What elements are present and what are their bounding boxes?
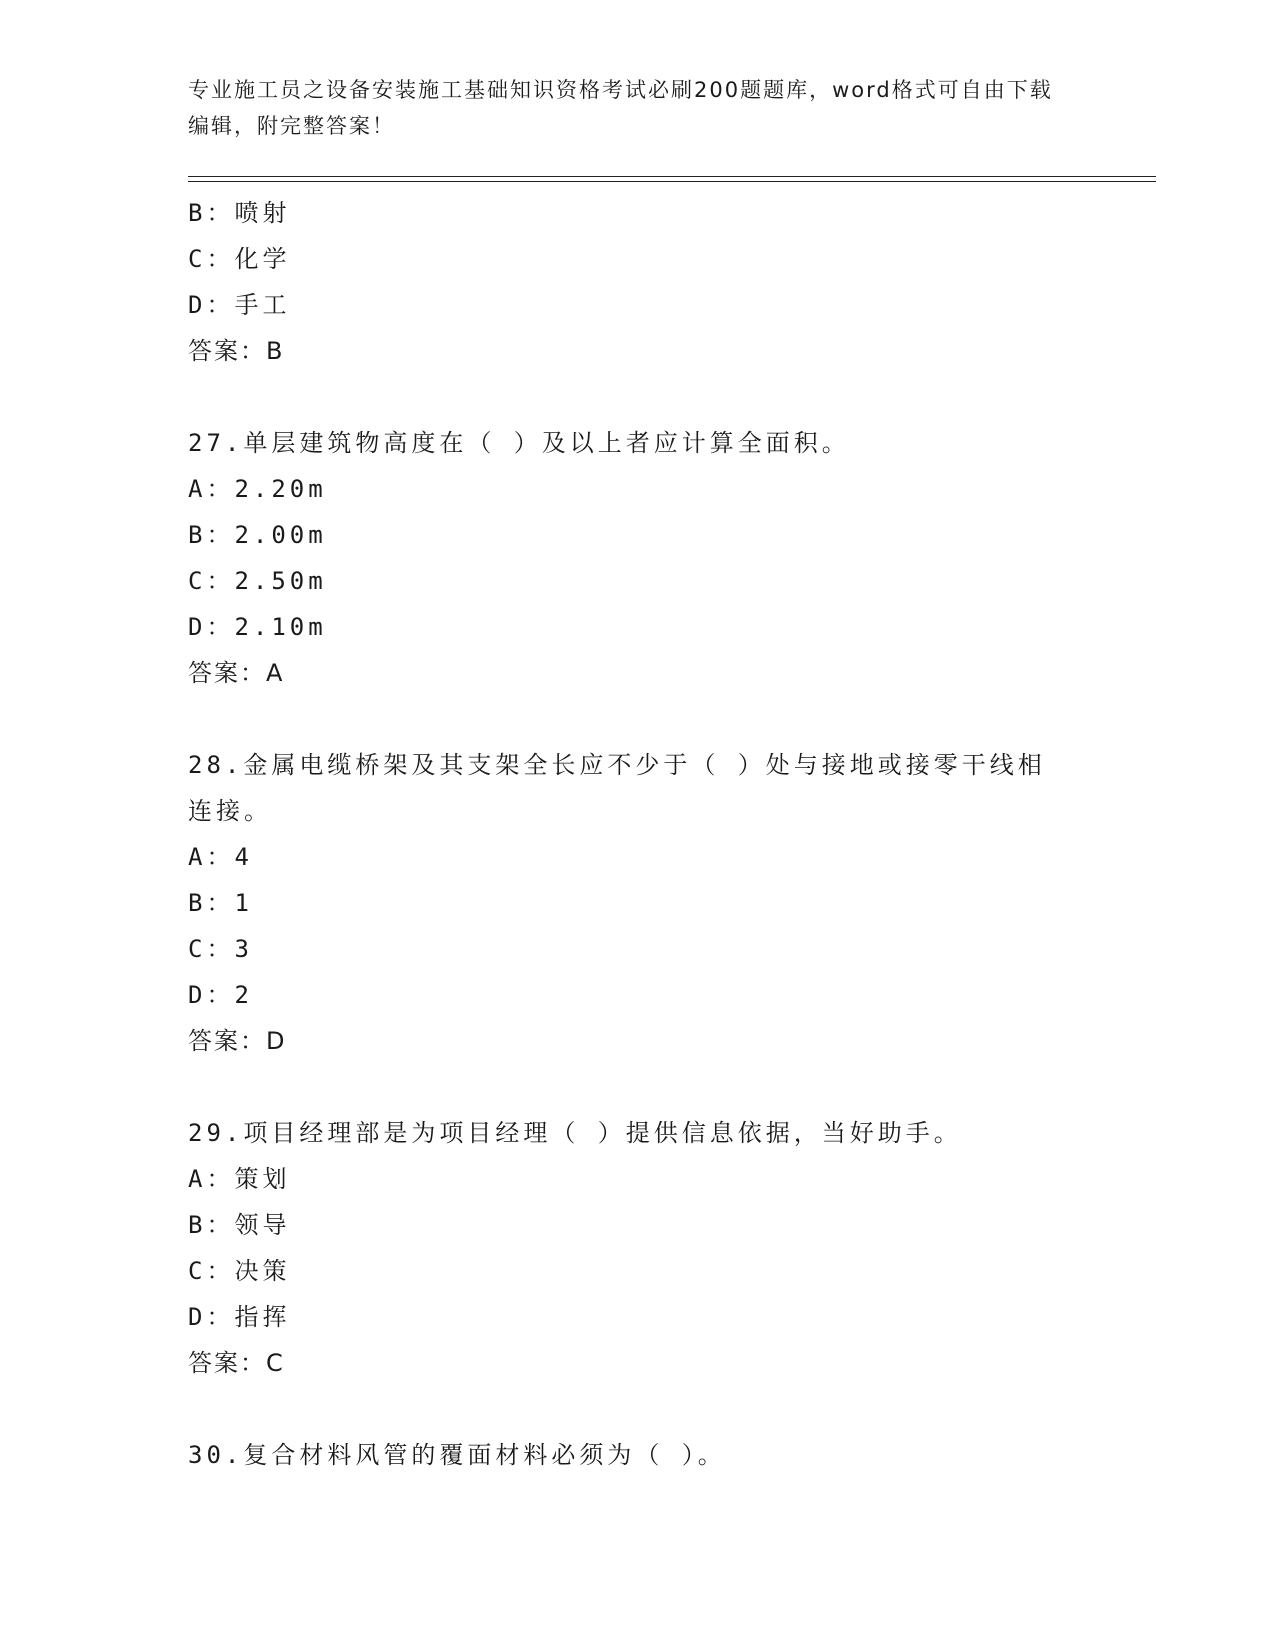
question-28 — [188, 742, 1088, 1064]
question-list — [188, 190, 1088, 1478]
option-row — [188, 1248, 1088, 1294]
option-row — [188, 834, 1088, 880]
spacer — [188, 696, 1088, 742]
option-text: 2.50m — [234, 567, 327, 595]
spacer — [188, 1064, 1088, 1110]
option-row — [188, 1156, 1088, 1202]
option-row — [188, 512, 1088, 558]
option-text: 2 — [234, 981, 253, 1009]
option-row — [188, 236, 1088, 282]
option-label: C： — [188, 245, 235, 273]
option-text: 3 — [234, 935, 253, 963]
option-row — [188, 1294, 1088, 1340]
option-text: 4 — [234, 843, 253, 871]
option-row — [188, 466, 1088, 512]
option-text: 2.10m — [234, 613, 327, 641]
option-text: 手工 — [234, 291, 291, 319]
option-label: B： — [188, 889, 235, 917]
option-text: 2.00m — [234, 521, 327, 549]
option-row — [188, 880, 1088, 926]
option-label: D： — [188, 291, 235, 319]
option-label: B： — [188, 521, 235, 549]
question-27 — [188, 420, 1088, 696]
option-label: C： — [188, 567, 235, 595]
option-label: A： — [188, 475, 235, 503]
option-row — [188, 926, 1088, 972]
option-row — [188, 972, 1088, 1018]
answer-line: 答案：B — [188, 337, 285, 365]
header-divider-top — [188, 176, 1156, 177]
option-text: 指挥 — [234, 1303, 291, 1331]
question-30 — [188, 1432, 1088, 1478]
option-text: 领导 — [234, 1211, 291, 1239]
option-row — [188, 1202, 1088, 1248]
answer-line: 答案：A — [188, 659, 285, 687]
option-row — [188, 282, 1088, 328]
option-label: D： — [188, 613, 235, 641]
option-row — [188, 604, 1088, 650]
option-text: 化学 — [234, 245, 291, 273]
option-label: D： — [188, 981, 235, 1009]
question-stem: 29.项目经理部是为项目经理（ ）提供信息依据，当好助手。 — [188, 1119, 962, 1147]
option-text: 2.20m — [234, 475, 327, 503]
answer-line: 答案：D — [188, 1027, 287, 1055]
answer-line: 答案：C — [188, 1349, 285, 1377]
question-stem: 28.金属电缆桥架及其支架全长应不少于（ ）处与接地或接零干线相连接。 — [188, 751, 1046, 825]
option-label: D： — [188, 1303, 235, 1331]
option-text: 决策 — [234, 1257, 291, 1285]
header-divider-bottom — [188, 181, 1156, 182]
option-label: B： — [188, 1211, 235, 1239]
option-text: 1 — [234, 889, 253, 917]
question-29 — [188, 1110, 1088, 1386]
option-label: C： — [188, 935, 235, 963]
document-header: 专业施工员之设备安装施工基础知识资格考试必刷200题题库，word格式可自由下载编辑，附完整答案！ — [188, 78, 1053, 138]
question-stem: 30.复合材料风管的覆面材料必须为（ ）。 — [188, 1441, 726, 1469]
option-label: A： — [188, 843, 235, 871]
option-label: B： — [188, 199, 235, 227]
spacer — [188, 374, 1088, 420]
option-text: 喷射 — [234, 199, 291, 227]
option-text: 策划 — [234, 1165, 291, 1193]
option-row — [188, 558, 1088, 604]
option-label: C： — [188, 1257, 235, 1285]
option-label: A： — [188, 1165, 235, 1193]
question-stem: 27.单层建筑物高度在（ ）及以上者应计算全面积。 — [188, 429, 850, 457]
spacer — [188, 1386, 1088, 1432]
option-row — [188, 190, 1088, 236]
question-26-tail — [188, 190, 1088, 374]
